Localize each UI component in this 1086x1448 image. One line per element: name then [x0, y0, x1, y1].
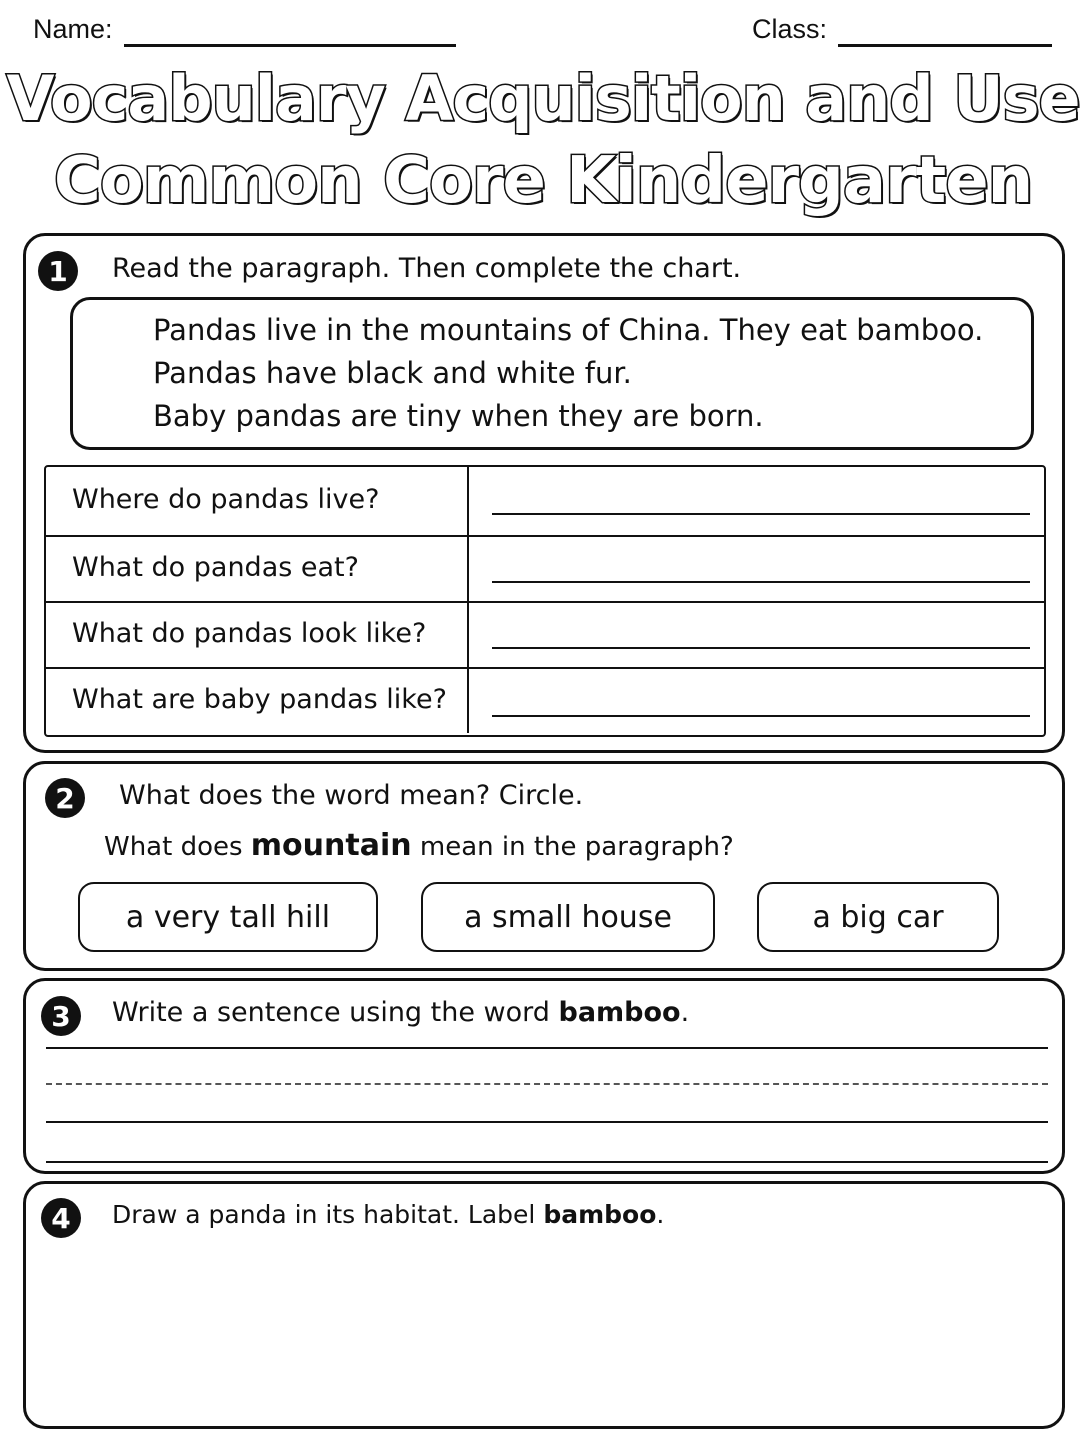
question-cell [46, 467, 469, 535]
question-text: What does [104, 832, 251, 862]
paragraph-line: Pandas live in the mountains of China. They eat bamboo. [153, 313, 984, 347]
option-big-car[interactable]: a big car [757, 882, 999, 952]
answer-line[interactable] [492, 715, 1030, 717]
vocab-word: bamboo [558, 997, 681, 1028]
worksheet-subtitle: Common Core Kindergarten [53, 144, 1033, 218]
section-3-prompt [112, 997, 689, 1028]
writing-line-mid[interactable] [46, 1083, 1048, 1085]
prompt-text: . [680, 997, 690, 1028]
question-cell [46, 537, 469, 601]
question-text: mean in the paragraph? [411, 832, 734, 862]
paragraph-line: Pandas have black and white fur. [153, 356, 632, 390]
section-1 [23, 233, 1065, 753]
chart-question: Where do pandas live? [72, 484, 380, 515]
chart-question: What do pandas eat? [72, 552, 359, 583]
chart-row [46, 603, 1044, 669]
option-small-house[interactable]: a small house [421, 882, 715, 952]
chart-row [46, 537, 1044, 603]
section-1-number: 1 [38, 251, 78, 291]
section-2-question [104, 828, 734, 863]
chart-question: What are baby pandas like? [72, 684, 447, 715]
class-label: Class: [752, 14, 828, 44]
drawing-area[interactable] [36, 1244, 1048, 1416]
prompt-text: . [656, 1200, 665, 1229]
option-very-tall-hill[interactable]: a very tall hill [78, 882, 378, 952]
name-field[interactable] [124, 44, 456, 47]
vocab-word: mountain [250, 828, 412, 863]
question-chart [44, 465, 1046, 737]
name-label: Name: [33, 14, 113, 44]
section-3-number: 3 [41, 996, 81, 1036]
answer-line[interactable] [492, 647, 1030, 649]
worksheet-title: Vocabulary Acquisition and Use [6, 62, 1080, 135]
section-3 [23, 978, 1065, 1174]
section-4-prompt [112, 1200, 664, 1229]
paragraph-box [70, 297, 1034, 450]
section-2-prompt: What does the word mean? Circle. [119, 780, 584, 811]
vocab-word: bamboo [543, 1200, 657, 1229]
writing-line-base[interactable] [46, 1121, 1048, 1123]
section-2 [23, 761, 1065, 971]
section-4 [23, 1181, 1065, 1429]
answer-line[interactable] [492, 581, 1030, 583]
chart-row [46, 669, 1044, 733]
section-1-prompt: Read the paragraph. Then complete the chart. [112, 253, 742, 284]
prompt-text: Draw a panda in its habitat. Label [112, 1200, 544, 1229]
prompt-text: Write a sentence using the word [112, 997, 559, 1028]
question-cell [46, 603, 469, 667]
writing-line-bottom[interactable] [46, 1161, 1048, 1163]
section-4-number: 4 [41, 1198, 81, 1238]
answer-line[interactable] [492, 513, 1030, 515]
class-field[interactable] [838, 44, 1052, 47]
chart-row [46, 467, 1044, 537]
chart-question: What do pandas look like? [72, 618, 427, 649]
section-2-number: 2 [45, 778, 85, 818]
question-cell [46, 669, 469, 733]
writing-line-top[interactable] [46, 1047, 1048, 1049]
paragraph-line: Baby pandas are tiny when they are born. [153, 399, 764, 433]
